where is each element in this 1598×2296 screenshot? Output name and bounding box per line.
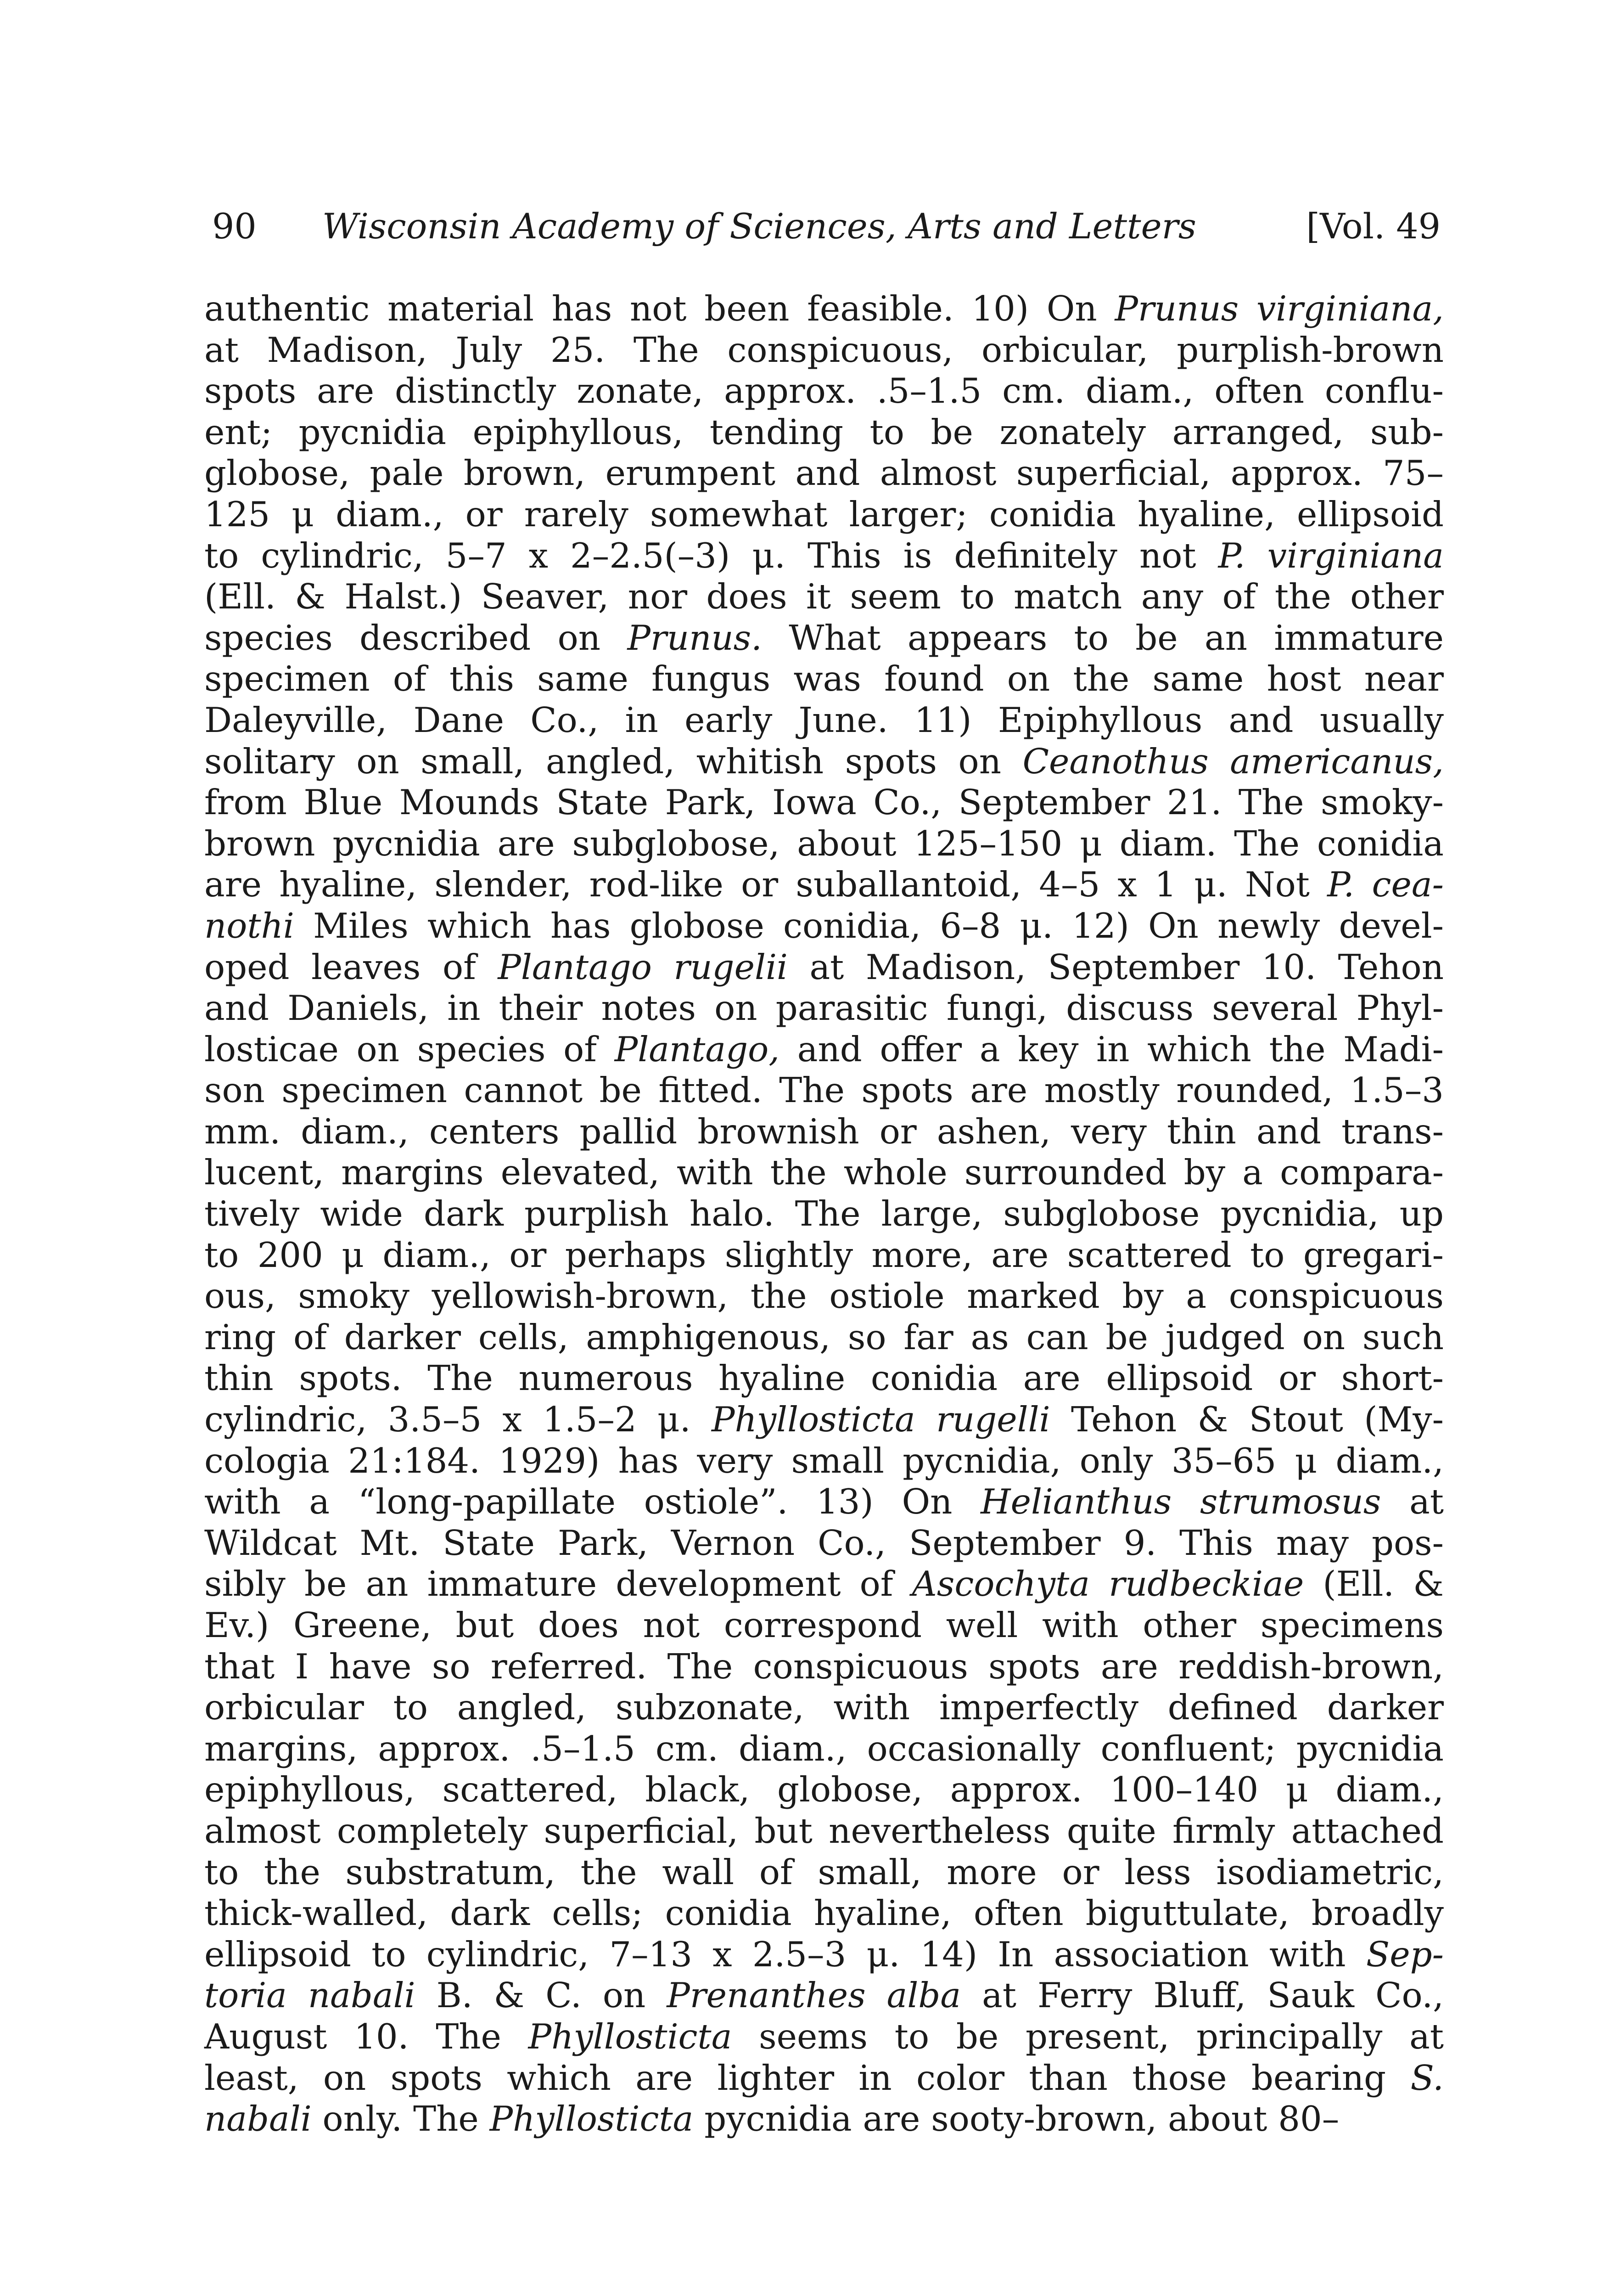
- text-run: species described on: [204, 617, 628, 658]
- italic-run: Prunus virginiana,: [1115, 288, 1444, 329]
- text-line: [204, 823, 1444, 865]
- text-line: [204, 906, 1444, 947]
- text-line: [204, 1358, 1444, 1399]
- text-line: [204, 658, 1444, 700]
- text-line: [204, 535, 1444, 577]
- text-line: [204, 1811, 1444, 1852]
- text-run: almost completely superficial, but nevertheless quite firmly attached: [204, 1810, 1444, 1851]
- page-number: 90: [212, 206, 257, 247]
- text-run: spots are distinctly zonate, approx. .5–1.5 cm. diam., often conflu-: [204, 371, 1444, 411]
- italic-run: Plantago,: [614, 1029, 780, 1069]
- text-line: [204, 1646, 1444, 1688]
- text-run: ent; pycnidia epiphyllous, tending to be zonately arranged, sub-: [204, 411, 1444, 452]
- italic-run: toria nabali: [204, 1975, 415, 2016]
- text-run: and Daniels, in their notes on parasitic fungi, discuss several Phyl-: [204, 988, 1444, 1029]
- text-run: thick-walled, dark cells; conidia hyaline, often biguttulate, broadly: [204, 1893, 1444, 1934]
- text-run: August 10. The: [204, 2016, 528, 2057]
- text-line: [204, 1523, 1444, 1564]
- text-run: at Madison, July 25. The conspicuous, orbicular, purplish-brown: [204, 329, 1444, 370]
- text-run: specimen of this same fungus was found on the same host near: [204, 658, 1444, 699]
- text-line: [204, 576, 1444, 618]
- text-run: cylindric, 3.5–5 x 1.5–2 μ.: [204, 1399, 712, 1440]
- italic-run: S.: [1410, 2057, 1444, 2098]
- text-line: [204, 782, 1444, 823]
- text-line: [204, 1852, 1444, 1893]
- italic-run: Phyllosticta: [489, 2099, 694, 2139]
- italic-run: Sep-: [1366, 1934, 1444, 1975]
- text-run: Wildcat Mt. State Park, Vernon Co., September 9. This may pos-: [204, 1522, 1444, 1563]
- italic-run: nabali: [204, 2099, 312, 2139]
- text-line: [204, 1235, 1444, 1276]
- text-run: orbicular to angled, subzonate, with imperfectly defined darker: [204, 1687, 1444, 1728]
- text-run: Daleyville, Dane Co., in early June. 11) Epiphyllous and usually: [204, 699, 1444, 740]
- text-line: [204, 1687, 1444, 1728]
- text-run: and offer a key in which the Madi-: [779, 1029, 1444, 1069]
- text-line: [204, 1111, 1444, 1153]
- text-line: [204, 1728, 1444, 1770]
- text-run: that I have so referred. The conspicuous spots are reddish-brown,: [204, 1646, 1444, 1687]
- text-run: solitary on small, angled, whitish spots on: [204, 741, 1023, 782]
- text-run: margins, approx. .5–1.5 cm. diam., occasionally confluent; pycnidia: [204, 1728, 1444, 1769]
- text-run: ous, smoky yellowish-brown, the ostiole marked by a conspicuous: [204, 1276, 1444, 1317]
- text-line: [204, 1276, 1444, 1317]
- text-run: brown pycnidia are subglobose, about 125–150 μ diam. The conidia: [204, 823, 1444, 864]
- text-run: ring of darker cells, amphigenous, so far as can be judged on such: [204, 1317, 1444, 1357]
- text-line: [204, 1029, 1444, 1070]
- italic-run: Prunus.: [627, 617, 763, 658]
- text-run: 125 μ diam., or rarely somewhat larger; conidia hyaline, ellipsoid: [204, 494, 1444, 535]
- italic-run: P. cea-: [1327, 864, 1444, 905]
- text-run: (Ell. &: [1304, 1564, 1444, 1604]
- text-line: [204, 1441, 1444, 1482]
- text-run: B. & C. on: [415, 1975, 667, 2016]
- text-run: authentic material has not been feasible. 10) On: [204, 288, 1115, 329]
- text-line: [204, 864, 1444, 906]
- italic-run: Ascochyta rudbeckiae: [912, 1564, 1304, 1604]
- text-line: [204, 2099, 1444, 2140]
- text-line: [204, 1481, 1444, 1523]
- text-run: pycnidia are sooty-brown, about 80–: [693, 2099, 1340, 2139]
- italic-run: Phyllosticta: [528, 2016, 732, 2057]
- text-line: [204, 2058, 1444, 2099]
- text-run: (Ell. & Halst.) Seaver, nor does it seem to match any of the other: [204, 576, 1444, 617]
- text-line: [204, 1152, 1444, 1193]
- text-line: [204, 1605, 1444, 1646]
- journal-title: Wisconsin Academy of Sciences, Arts and Letters: [322, 206, 1196, 247]
- text-line: [204, 1975, 1444, 2016]
- italic-run: nothi: [204, 905, 294, 946]
- text-run: sibly be an immature development of: [204, 1564, 912, 1604]
- text-run: cologia 21:184. 1929) has very small pycnidia, only 35–65 μ diam.,: [204, 1440, 1444, 1481]
- text-line: [204, 1564, 1444, 1605]
- text-run: tively wide dark purplish halo. The large, subglobose pycnidia, up: [204, 1193, 1444, 1234]
- text-run: Miles which has globose conidia, 6–8 μ. 12) On newly devel-: [294, 905, 1444, 946]
- text-line: [204, 1399, 1444, 1441]
- text-line: [204, 330, 1444, 371]
- text-line: [204, 371, 1444, 412]
- text-run: epiphyllous, scattered, black, globose, approx. 100–140 μ diam.,: [204, 1769, 1444, 1810]
- text-line: [204, 2016, 1444, 2058]
- italic-run: Prenanthes alba: [667, 1975, 961, 2016]
- italic-run: Ceanothus americanus,: [1022, 741, 1444, 782]
- text-run: son specimen cannot be fitted. The spots are mostly rounded, 1.5–3: [204, 1070, 1444, 1111]
- text-run: from Blue Mounds State Park, Iowa Co., September 21. The smoky-: [204, 782, 1444, 823]
- text-run: What appears to be an immature: [762, 617, 1444, 658]
- text-run: globose, pale brown, erumpent and almost superficial, approx. 75–: [204, 453, 1444, 494]
- text-run: to cylindric, 5–7 x 2–2.5(–3) μ. This is definitely not: [204, 535, 1218, 576]
- text-line: [204, 741, 1444, 782]
- volume-label: [Vol. 49: [1306, 206, 1441, 247]
- text-run: at Madison, September 10. Tehon: [787, 946, 1444, 987]
- text-run: losticae on species of: [204, 1029, 615, 1069]
- text-line: [204, 288, 1444, 330]
- text-line: [204, 1193, 1444, 1235]
- text-line: [204, 453, 1444, 494]
- text-run: seems to be present, principally at: [732, 2016, 1444, 2057]
- italic-run: Helianthus strumosus: [981, 1481, 1381, 1522]
- text-run: ellipsoid to cylindric, 7–13 x 2.5–3 μ. 14) In association with: [204, 1934, 1366, 1975]
- text-line: [204, 988, 1444, 1029]
- text-line: [204, 1893, 1444, 1934]
- text-run: least, on spots which are lighter in color than those bearing: [204, 2057, 1411, 2098]
- italic-run: P. virginiana: [1218, 535, 1444, 576]
- text-run: oped leaves of: [204, 946, 498, 987]
- text-line: [204, 1070, 1444, 1111]
- italic-run: Phyllosticta rugelli: [711, 1399, 1050, 1440]
- text-line: [204, 1317, 1444, 1358]
- text-run: mm. diam., centers pallid brownish or ashen, very thin and trans-: [204, 1111, 1444, 1152]
- text-line: [204, 1769, 1444, 1811]
- text-line: [204, 700, 1444, 741]
- text-run: with a “long-papillate ostiole”. 13) On: [204, 1481, 981, 1522]
- text-run: are hyaline, slender, rod-like or suballantoid, 4–5 x 1 μ. Not: [204, 864, 1328, 905]
- text-run: thin spots. The numerous hyaline conidia are ellipsoid or short-: [204, 1358, 1444, 1399]
- running-head: [212, 201, 1441, 252]
- text-run: lucent, margins elevated, with the whole surrounded by a compara-: [204, 1152, 1444, 1193]
- italic-run: Plantago rugelii: [498, 946, 788, 987]
- text-run: to the substratum, the wall of small, more or less isodiametric,: [204, 1851, 1444, 1892]
- text-run: Ev.) Greene, but does not correspond well with other specimens: [204, 1605, 1444, 1645]
- body-text: [204, 288, 1444, 2140]
- text-run: Tehon & Stout (My-: [1050, 1399, 1444, 1440]
- text-line: [204, 618, 1444, 659]
- text-line: [204, 412, 1444, 453]
- text-line: [204, 494, 1444, 535]
- text-line: [204, 947, 1444, 988]
- text-run: at Ferry Bluff, Sauk Co.,: [961, 1975, 1444, 2016]
- text-run: to 200 μ diam., or perhaps slightly more, are scattered to gregari-: [204, 1234, 1444, 1275]
- text-run: only. The: [311, 2099, 490, 2139]
- text-line: [204, 1934, 1444, 1975]
- text-run: at: [1381, 1481, 1444, 1522]
